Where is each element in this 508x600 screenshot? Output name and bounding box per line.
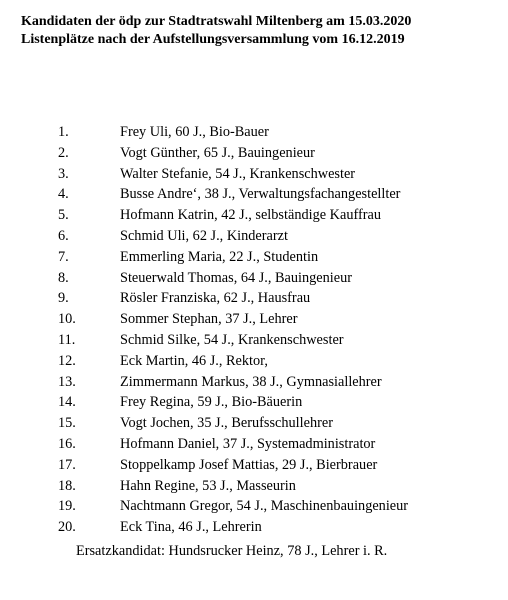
candidate-entry: Eck Martin, 46 J., Rektor, [120, 352, 268, 369]
candidate-entry: Sommer Stephan, 37 J., Lehrer [120, 311, 298, 328]
list-number: 3. [58, 165, 69, 182]
candidate-entry: Hofmann Daniel, 37 J., Systemadministrator [120, 435, 376, 452]
list-number: 9. [58, 290, 69, 307]
list-number: 8. [58, 269, 69, 286]
list-number: 15. [58, 415, 76, 432]
list-number: 1. [58, 124, 69, 140]
list-number: 5. [58, 207, 69, 224]
list-number: 6. [58, 227, 69, 244]
substitute-candidate: Ersatzkandidat: Hundsrucker Heinz, 78 J., Lehrer i. R. [76, 543, 388, 559]
list-number: 19. [58, 498, 76, 515]
candidate-entry: Zimmermann Markus, 38 J., Gymnasiallehrer [120, 373, 382, 390]
candidate-entry: Steuerwald Thomas, 64 J., Bauingenieur [120, 269, 353, 286]
candidate-entry: Frey Regina, 59 J., Bio-Bäuerin [120, 394, 303, 411]
document-subtitle: Listenplätze nach der Aufstellungsversammlung vom 16.12.2019 [21, 32, 405, 47]
candidate-entry: Emmerling Maria, 22 J., Studentin [120, 248, 319, 265]
candidate-entry: Walter Stefanie, 54 J., Krankenschwester [120, 165, 356, 182]
list-number: 11. [58, 331, 76, 348]
list-number: 13. [58, 373, 76, 390]
candidate-entry: Hofmann Katrin, 42 J., selbständige Kauffrau [120, 207, 381, 224]
candidate-entry: Schmid Silke, 54 J., Krankenschwester [120, 331, 344, 348]
list-number: 7. [58, 248, 69, 265]
document-title: Kandidaten der ödp zur Stadtratswahl Miltenberg am 15.03.2020 [21, 14, 412, 29]
candidate-entry: Schmid Uli, 62 J., Kinderarzt [120, 227, 288, 244]
candidate-entry: Frey Uli, 60 J., Bio-Bauer [120, 124, 269, 140]
candidate-entry: Rösler Franziska, 62 J., Hausfrau [120, 290, 311, 307]
list-number: 18. [58, 477, 76, 494]
document-header [21, 13, 501, 49]
candidate-entry: Stoppelkamp Josef Mattias, 29 J., Bierbrauer [120, 456, 378, 473]
list-number: 10. [58, 311, 76, 328]
list-number: 12. [58, 352, 76, 369]
candidate-entry: Nachtmann Gregor, 54 J., Maschinenbauingenieur [120, 498, 409, 515]
candidate-entry: Vogt Günther, 65 J., Bauingenieur [120, 144, 315, 161]
list-number: 2. [58, 144, 69, 161]
list-number: 16. [58, 435, 76, 452]
candidate-entry: Eck Tina, 46 J., Lehrerin [120, 519, 262, 536]
candidate-entry: Vogt Jochen, 35 J., Berufsschullehrer [120, 415, 333, 432]
list-number: 4. [58, 186, 69, 203]
list-number: 17. [58, 456, 76, 473]
candidate-entry: Hahn Regine, 53 J., Masseurin [120, 477, 296, 494]
list-number: 14. [58, 394, 76, 411]
list-number: 20. [58, 519, 76, 536]
candidate-entry: Busse Andre‘, 38 J., Verwaltungsfachangestellter [120, 186, 401, 203]
